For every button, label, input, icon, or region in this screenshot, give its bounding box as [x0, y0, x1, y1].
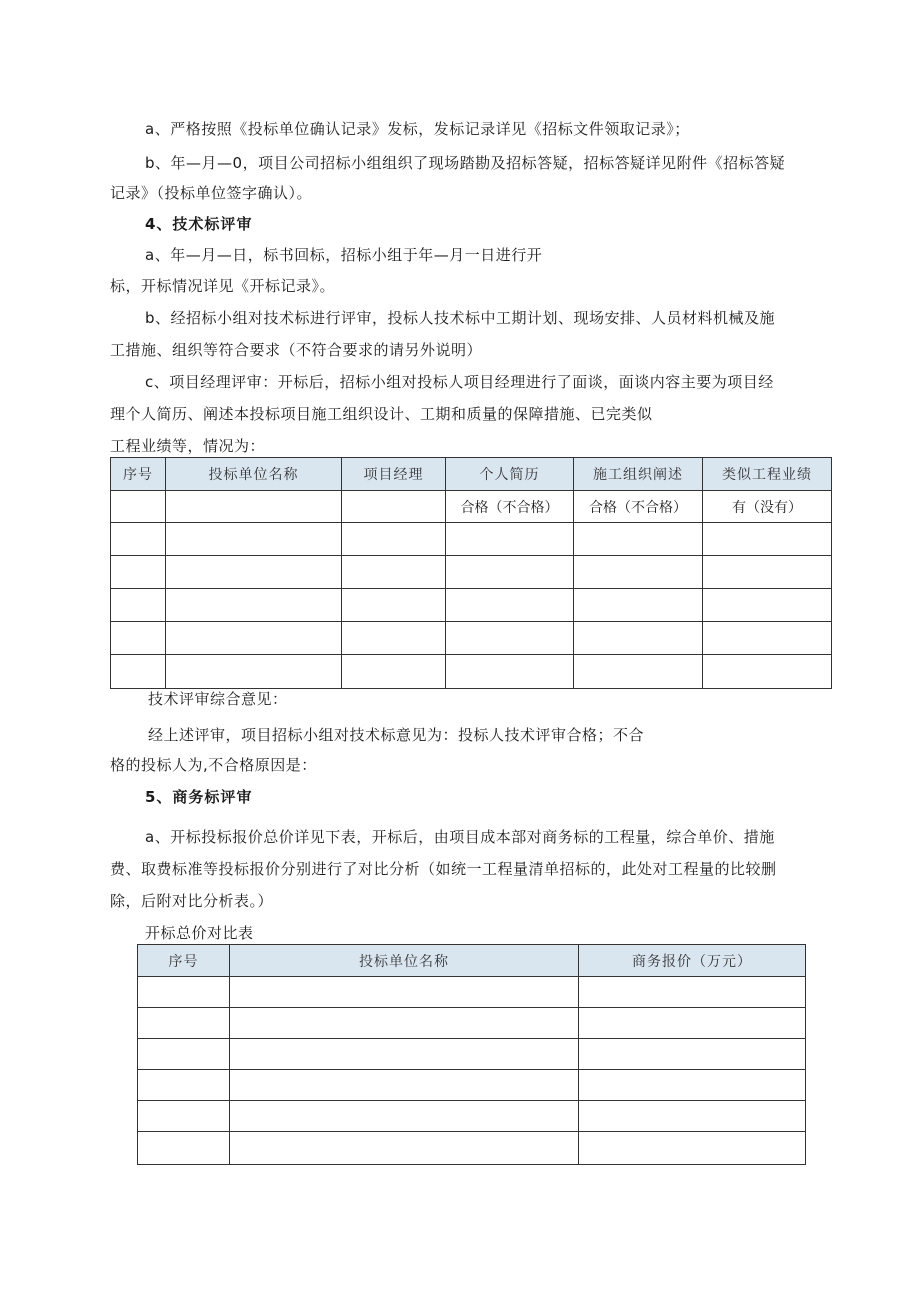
col-header-bidder: 投标单位名称	[230, 945, 579, 977]
col-header-seq: 序号	[138, 945, 230, 977]
sec4-item-c-line1: c、项目经理评审：开标后，招标小组对投标人项目经理进行了面谈，面谈内容主要为项目经	[145, 373, 774, 391]
table-cell-resume: 合格（不合格）	[446, 491, 574, 523]
table-row	[111, 589, 832, 622]
sec5-item-a-line3: 除，后附对比分析表。）	[110, 892, 274, 910]
sec4-item-a-line1: a、年—月—日，标书回标，招标小组于年—月一日进行开	[145, 246, 543, 264]
col-header-resume: 个人简历	[446, 458, 574, 491]
table-row	[138, 1039, 806, 1070]
col-header-seq: 序号	[111, 458, 166, 491]
table-row	[111, 523, 832, 556]
col-header-bidder: 投标单位名称	[166, 458, 342, 491]
pm-review-table	[110, 457, 832, 689]
sec4-item-b-line1: b、经招标小组对技术标进行评审，投标人技术标中工期计划、现场安排、人员材料机械及施	[145, 309, 776, 327]
table-cell	[342, 491, 446, 523]
table-row	[111, 622, 832, 655]
sec3-item-b-line2: 记录》（投标单位签字确认）。	[110, 184, 313, 202]
table-cell	[166, 491, 342, 523]
table-row	[138, 977, 806, 1008]
sec4-heading: 4、技术标评审	[145, 215, 253, 233]
table-header-row	[111, 458, 832, 491]
price-table-title: 开标总价对比表	[145, 924, 254, 942]
table-cell-experience: 有（没有）	[703, 491, 832, 523]
sec4-item-c-line2: 理个人简历、阐述本投标项目施工组织设计、工期和质量的保障措施、已完类似	[110, 405, 653, 423]
sec4-item-a-line2: 标，开标情况详见《开标记录》。	[110, 277, 336, 295]
sec5-item-a-line2: 费、取费标准等投标报价分别进行了对比分析（如统一工程量清单招标的，此处对工程量的比较删	[110, 860, 777, 878]
table-cell-construction: 合格（不合格）	[574, 491, 703, 523]
col-header-price: 商务报价（万元）	[579, 945, 806, 977]
table-cell	[111, 491, 166, 523]
price-comparison-table	[137, 944, 806, 1165]
table-row	[138, 1101, 806, 1132]
sec5-heading: 5、商务标评审	[145, 788, 253, 806]
table-row	[138, 1070, 806, 1101]
table-row	[111, 491, 832, 523]
tech-summary-line1: 经上述评审，项目招标小组对技术标意见为：投标人技术评审合格；不合	[148, 726, 645, 744]
col-header-construction: 施工组织阐述	[574, 458, 703, 491]
table-row	[111, 655, 832, 689]
table-row	[138, 1008, 806, 1039]
col-header-experience: 类似工程业绩	[703, 458, 832, 491]
sec3-item-b-line1: b、年—月—0，项目公司招标小组组织了现场踏勘及招标答疑，招标答疑详见附件《招标答疑	[145, 154, 786, 172]
col-header-pm: 项目经理	[342, 458, 446, 491]
sec4-item-c-line3: 工程业绩等，情况为：	[110, 437, 266, 455]
table-row	[138, 1132, 806, 1165]
table-header-row	[138, 945, 806, 977]
sec4-item-b-line2: 工措施、组织等符合要求（不符合要求的请另外说明）	[110, 341, 483, 359]
table-row	[111, 556, 832, 589]
sec3-item-a: a、严格按照《投标单位确认记录》发标，发标记录详见《招标文件领取记录》；	[145, 120, 690, 138]
sec5-item-a-line1: a、开标投标报价总价详见下表，开标后，由项目成本部对商务标的工程量，综合单价、措施	[145, 828, 775, 846]
tech-summary-line2: 格的投标人为,不合格原因是：	[110, 756, 317, 774]
tech-summary-title: 技术评审综合意见：	[148, 690, 288, 708]
